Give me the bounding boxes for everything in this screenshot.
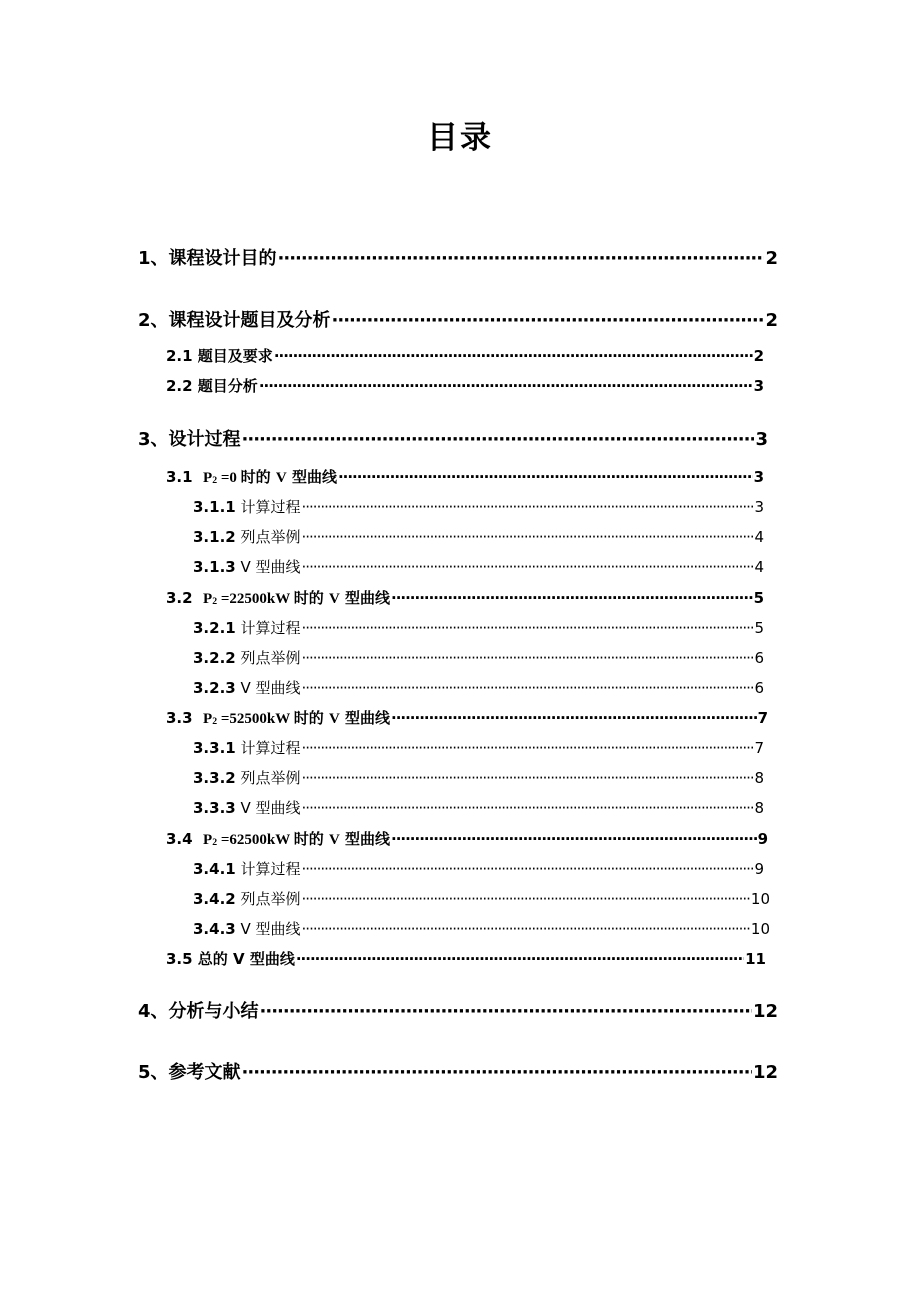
toc-label: 3.4.1 计算过程 — [193, 860, 301, 878]
toc-page-number: 5 — [753, 589, 764, 607]
toc-page-number: 4 — [754, 558, 764, 576]
dot-leader — [338, 468, 753, 486]
toc-label: 3.2.1 计算过程 — [193, 619, 301, 637]
dot-leader — [260, 1001, 752, 1022]
toc-page-number: 2 — [765, 248, 778, 269]
toc-entry-3-2-1[interactable] — [193, 617, 764, 638]
toc-label: 3.2 $P_2 =22500kW$ 时的 V 型曲线 — [166, 589, 391, 607]
toc-page-number: 3 — [753, 377, 764, 395]
toc-page-number: 11 — [745, 950, 766, 968]
toc-entry-3-4[interactable] — [166, 828, 768, 849]
toc-page-number: 6 — [754, 679, 764, 697]
toc-page-number: 7 — [757, 709, 768, 727]
toc-entry-3-4-1[interactable] — [193, 858, 764, 879]
toc-label: 3.3.3 V 型曲线 — [193, 799, 301, 817]
toc-label: 1、课程设计目的 — [138, 248, 277, 269]
dot-leader — [391, 589, 753, 607]
toc-entry-2[interactable] — [138, 306, 778, 332]
toc-entry-2-1[interactable] — [166, 345, 764, 366]
toc-page-number: 6 — [754, 649, 764, 667]
toc-page-number: 3 — [755, 429, 768, 450]
toc-page-number: 4 — [754, 528, 764, 546]
toc-label: 3.4 $P_2 =62500kW$ 时的 V 型曲线 — [166, 830, 391, 848]
toc-label: 3.1.1 计算过程 — [193, 498, 301, 516]
toc-label: 3.4.2 列点举例 — [193, 890, 301, 908]
toc-page-number: 8 — [754, 769, 764, 787]
toc-entry-3-4-3[interactable] — [193, 918, 770, 939]
dot-leader — [242, 1062, 752, 1083]
toc-entry-3-2-2[interactable] — [193, 647, 764, 668]
page-title: 目录 — [427, 120, 493, 156]
dot-leader — [302, 498, 754, 516]
toc-page-number: 8 — [754, 799, 764, 817]
toc-label: 3、设计过程 — [138, 429, 241, 450]
toc-entry-3-5[interactable] — [166, 948, 766, 969]
toc-label: 3.3 $P_2 =52500kW$ 时的 V 型曲线 — [166, 709, 391, 727]
toc-entry-3-3[interactable] — [166, 707, 768, 728]
toc-label: 3.1 $P_2 =0$ 时的 V 型曲线 — [166, 468, 337, 486]
toc-label: 5、参考文献 — [138, 1062, 241, 1083]
toc-label: 3.1.3 V 型曲线 — [193, 558, 301, 576]
dot-leader — [302, 890, 750, 908]
toc-label: 4、分析与小结 — [138, 1001, 259, 1022]
dot-leader — [332, 310, 765, 331]
toc-label: 3.3.1 计算过程 — [193, 739, 301, 757]
toc-page-number: 12 — [752, 1062, 778, 1083]
dot-leader — [296, 950, 744, 968]
dot-leader — [302, 860, 754, 878]
toc-page-number: 10 — [750, 920, 770, 938]
toc-page-number: 3 — [753, 468, 764, 486]
toc-page-number: 10 — [750, 890, 770, 908]
toc-label: 3.4.3 V 型曲线 — [193, 920, 301, 938]
toc-entry-3-1[interactable] — [166, 466, 764, 487]
dot-leader — [278, 248, 765, 269]
toc-page-number: 3 — [754, 498, 764, 516]
dot-leader — [302, 679, 754, 697]
dot-leader — [274, 347, 753, 365]
dot-leader — [302, 920, 750, 938]
toc-entry-3-2[interactable] — [166, 587, 764, 608]
toc-entry-1[interactable] — [138, 244, 778, 270]
dot-leader — [302, 558, 754, 576]
toc-label: 2、课程设计题目及分析 — [138, 310, 331, 331]
toc-entry-2-2[interactable] — [166, 375, 764, 396]
dot-leader — [302, 769, 754, 787]
toc-page-number: 9 — [754, 860, 764, 878]
toc-page-number: 2 — [765, 310, 778, 331]
dot-leader — [391, 709, 757, 727]
toc-entry-3-1-1[interactable] — [193, 496, 764, 517]
toc-entry-5[interactable] — [138, 1058, 778, 1084]
dot-leader — [391, 830, 757, 848]
toc-label: 2.1 题目及要求 — [166, 347, 273, 365]
toc-entry-3-3-1[interactable] — [193, 737, 764, 758]
dot-leader — [302, 739, 754, 757]
toc-entry-3-1-3[interactable] — [193, 556, 764, 577]
toc-entry-3-4-2[interactable] — [193, 888, 770, 909]
toc-entry-3-3-2[interactable] — [193, 767, 764, 788]
toc-page-number: 7 — [754, 739, 764, 757]
dot-leader — [242, 429, 755, 450]
dot-leader — [302, 649, 754, 667]
toc-entry-3-3-3[interactable] — [193, 797, 764, 818]
toc-entry-4[interactable] — [138, 997, 778, 1023]
toc-page-number: 9 — [757, 830, 768, 848]
toc-entry-3[interactable] — [138, 425, 768, 451]
toc-page-number: 12 — [752, 1001, 778, 1022]
toc-label: 3.2.2 列点举例 — [193, 649, 301, 667]
dot-leader — [259, 377, 753, 395]
dot-leader — [302, 799, 754, 817]
toc-label: 3.1.2 列点举例 — [193, 528, 301, 546]
toc-label: 3.5 总的 V 型曲线 — [166, 950, 295, 968]
toc-page-number: 5 — [754, 619, 764, 637]
toc-page-number: 2 — [753, 347, 764, 365]
toc-label: 2.2 题目分析 — [166, 377, 258, 395]
toc-entry-3-1-2[interactable] — [193, 526, 764, 547]
dot-leader — [302, 619, 754, 637]
dot-leader — [302, 528, 754, 546]
toc-label: 3.3.2 列点举例 — [193, 769, 301, 787]
toc-entry-3-2-3[interactable] — [193, 677, 764, 698]
toc-label: 3.2.3 V 型曲线 — [193, 679, 301, 697]
